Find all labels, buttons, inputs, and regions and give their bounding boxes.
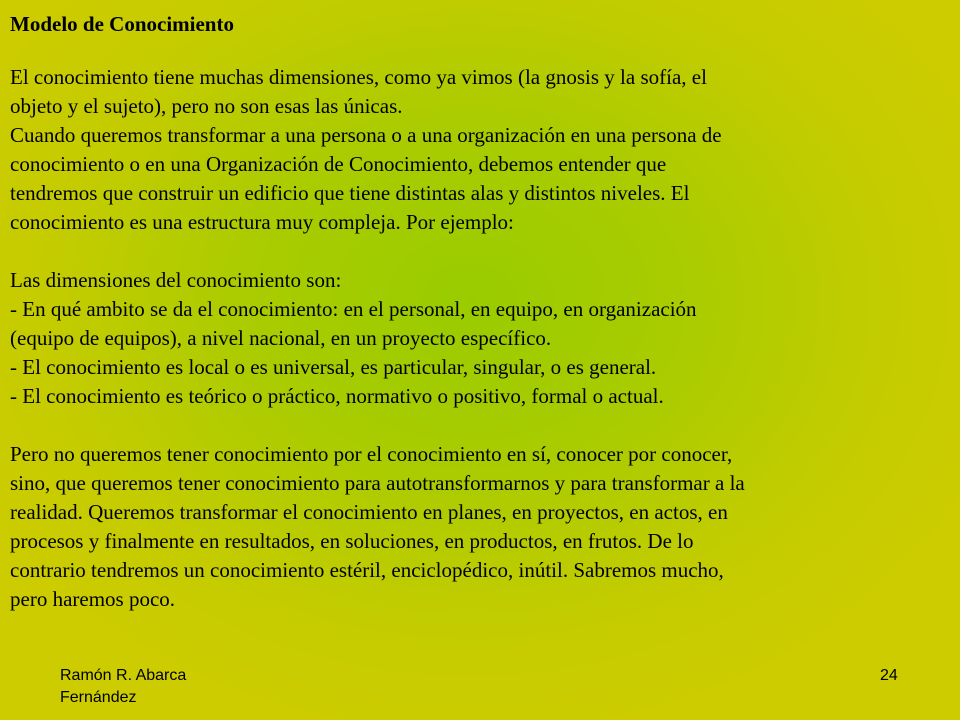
body-line: tendremos que construir un edificio que tiene distintas alas y distintos niveles. El [10,181,690,205]
slide-body [10,63,955,614]
body-line: Cuando queremos transformar a una persona o a una organización en una persona de [10,123,722,147]
body-line: conocimiento es una estructura muy compleja. Por ejemplo: [10,210,514,234]
page-number: 24 [880,667,898,684]
body-line: - El conocimiento es teórico o práctico, normativo o positivo, formal o actual. [10,384,664,408]
slide-title: Modelo de Conocimiento [10,12,234,36]
body-line: Las dimensiones del conocimiento son: [10,268,342,292]
footer-author [60,665,220,709]
body-line: pero haremos poco. [10,587,176,611]
body-line: conocimiento o en una Organización de Conocimiento, debemos entender que [10,152,667,176]
body-line: objeto y el sujeto), pero no son esas las únicas. [10,94,403,118]
body-line: El conocimiento tiene muchas dimensiones, como ya vimos (la gnosis y la sofía, el [10,65,707,89]
blank-line [10,411,955,440]
author-line: Fernández [60,689,137,706]
blank-line [10,237,955,266]
body-line: - En qué ambito se da el conocimiento: en el personal, en equipo, en organización [10,297,697,321]
body-line: procesos y finalmente en resultados, en soluciones, en productos, en frutos. De lo [10,529,694,553]
body-line: Pero no queremos tener conocimiento por el conocimiento en sí, conocer por conocer, [10,442,733,466]
body-line: (equipo de equipos), a nivel nacional, en un proyecto específico. [10,326,552,350]
body-line: sino, que queremos tener conocimiento para autotransformarnos y para transformar a la [10,471,745,495]
body-line: - El conocimiento es local o es universal, es particular, singular, o es general. [10,355,657,379]
author-line: Ramón R. Abarca [60,667,187,684]
body-line: realidad. Queremos transformar el conocimiento en planes, en proyectos, en actos, en [10,500,728,524]
body-line: contrario tendremos un conocimiento estéril, enciclopédico, inútil. Sabremos mucho, [10,558,724,582]
